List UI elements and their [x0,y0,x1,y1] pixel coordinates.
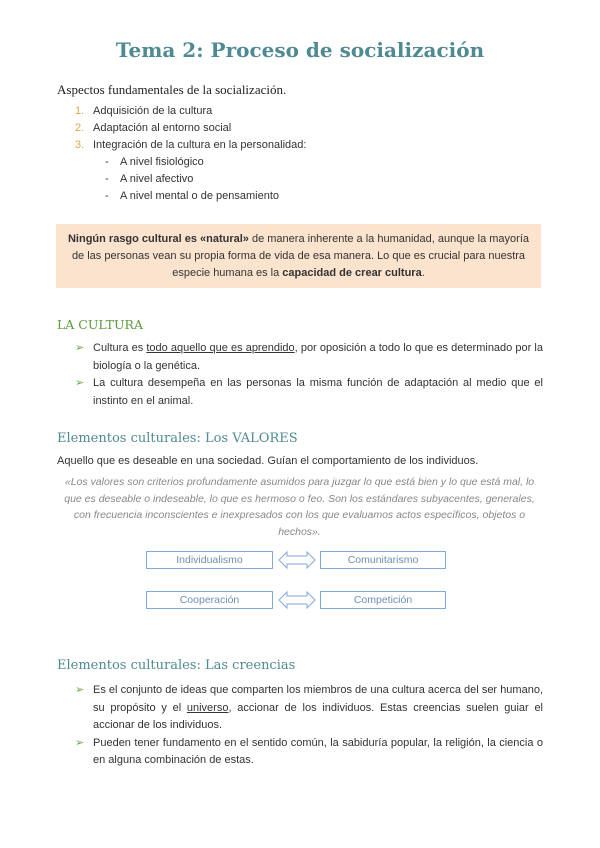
bullet-text: La cultura desempeña en las personas la misma función de adaptación al medio que el instinto en el animal. [93,377,543,407]
bullet-item [75,375,543,410]
sub-list-text: A nivel afectivo [120,173,194,185]
section-heading-creencias: Elementos culturales: Las creencias [57,658,296,673]
bullet-text: Es el conjunto de ideas que comparten los miembros de una cultura acerca del ser humano, su propósito y el universo, accionar de los individuos. Estas creencias suelen guiar el accionar de los individuos. [93,684,544,731]
value-box-comunitarismo: Comunitarismo [320,551,446,569]
underlined-phrase: todo aquello que es aprendido [146,342,295,354]
section-heading-valores: Elementos culturales: Los VALORES [57,431,298,446]
sub-list-item [105,171,306,188]
sub-list-text: A nivel mental o de pensamiento [120,190,279,202]
bullet-item [75,682,543,735]
double-arrow-icon [277,590,317,610]
highlight-callout [56,224,541,288]
sub-list-item [105,188,306,205]
dash-marker: - [105,173,109,185]
list-text: Integración de la cultura en la personalidad: [93,139,307,151]
value-box-competicion: Competición [320,591,446,609]
list-item [75,120,306,137]
cultura-bullets [75,340,543,410]
bullet-text: Cultura es todo aquello que es aprendido, por oposición a todo lo que es determinado por la biología o la genética. [93,342,543,372]
underlined-phrase: universo [186,701,229,714]
dash-marker: - [105,156,109,168]
list-number: 2. [75,122,85,134]
numbered-list [75,103,306,205]
valores-quote: «Los valores son criterios profundamente asumidos para juzgar lo que está bien y lo que está mal, lo que es deseable o indeseable, lo que es hermoso o feo. Son los estándares subyacentes, generales, con frecuencia inconscientes e inexpresados con los que evaluamos actos específicos, objetos o hechos». [64,476,535,538]
callout-bold-2: capacidad de crear cultura [282,267,422,279]
callout-text-2: . [421,267,425,279]
list-text: Adquisición de la cultura [93,105,213,117]
creencias-bullets [75,682,543,770]
subtitle: Aspectos fundamentales de la socialización. [57,82,287,97]
list-item [75,103,306,120]
sub-list-text: A nivel fisiológico [120,156,204,168]
page-title: Tema 2: Proceso de socialización [115,38,485,62]
bullet-item [75,735,543,770]
section-heading-cultura: LA CULTURA [57,317,143,332]
value-box-cooperacion: Cooperación [146,591,273,609]
arrow-bullet-icon: ➢ [75,342,85,354]
sub-list [105,154,306,205]
value-box-individualismo: Individualismo [146,551,273,569]
arrow-bullet-icon: ➢ [75,684,85,696]
double-arrow-icon [277,550,317,570]
list-text: Adaptación al entorno social [93,122,232,134]
list-number: 3. [75,139,85,151]
sub-list-item [105,154,306,171]
callout-text-1: de manera inherente a la humanidad, aunque la mayoría de las personas vean su propia forma de vida de esa manera. Lo que es crucial para nuestra especie humana es la [71,233,529,279]
arrow-bullet-icon: ➢ [75,736,85,749]
bullet-item [75,340,543,375]
callout-bold-1: Ningún rasgo cultural es «natural» [67,233,249,245]
bullet-text: Pueden tener fundamento en el sentido común, la sabiduría popular, la religión, la ciencia o en alguna combinación de estas. [93,736,543,766]
valores-definition: Aquello que es deseable en una sociedad. Guían el comportamiento de los individuos. [57,455,479,467]
dash-marker: - [105,190,109,202]
arrow-bullet-icon: ➢ [75,377,85,389]
list-number: 1. [75,105,85,117]
list-item [75,137,306,154]
